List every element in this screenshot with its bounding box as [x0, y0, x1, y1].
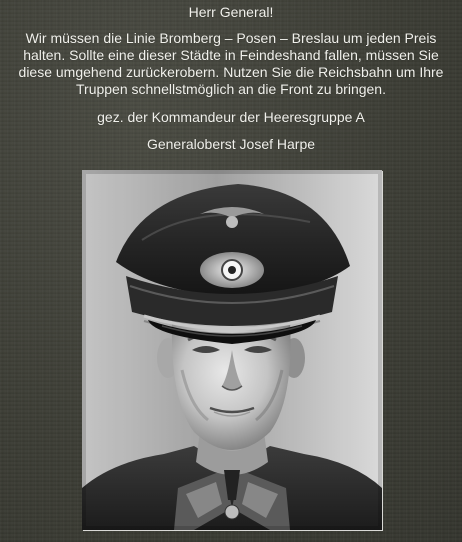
signer-name: Generaloberst Josef Harpe — [146, 136, 316, 152]
letter-body: Wir müssen die Linie Bromberg – Posen – Breslau um jeden Preis halten. Sollte eine dieser Städte in Feindeshand fallen, müssen Sie diese umgehend zurückerobern. Nutzen Sie die Reichsbahn um Ihre Truppen schnellstmöglich an die Front zu bringen. — [18, 30, 444, 97]
portrait-photo — [82, 170, 382, 530]
salutation: Herr General! — [188, 4, 274, 20]
signature-line: gez. der Kommandeur der Heeresgruppe A — [97, 109, 365, 125]
portrait-image — [82, 170, 382, 530]
